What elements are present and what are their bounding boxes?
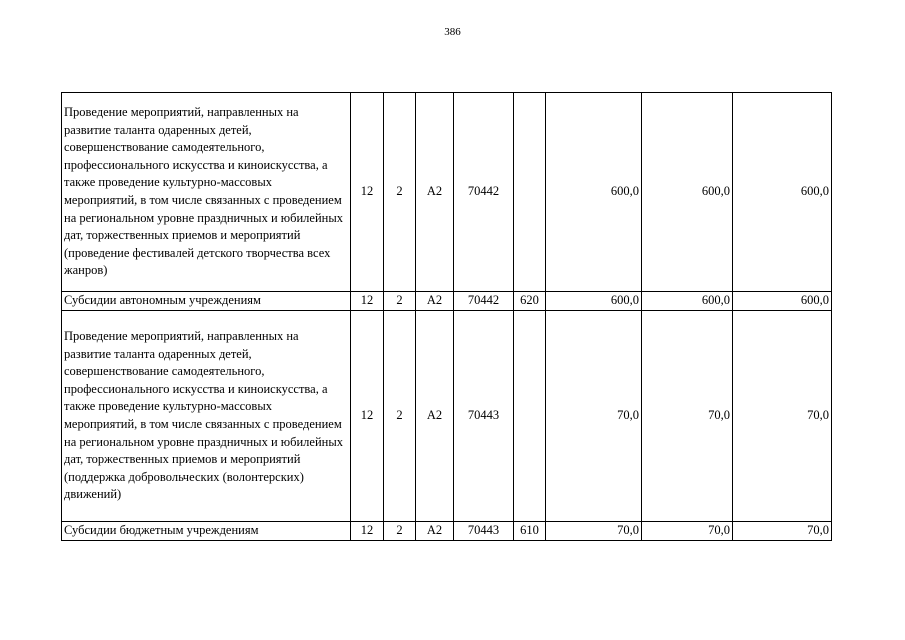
row-year2-amount: 70,0 [642, 311, 733, 522]
table-row [62, 522, 832, 541]
row-subsection: 2 [384, 522, 416, 541]
row-program: А2 [416, 311, 454, 522]
row-section: 12 [351, 522, 384, 541]
budget-table [61, 92, 832, 541]
table-row [62, 311, 832, 522]
row-expense-type: 620 [514, 292, 546, 311]
row-year1-amount: 70,0 [546, 522, 642, 541]
row-program: А2 [416, 522, 454, 541]
row-year1-amount: 70,0 [546, 311, 642, 522]
row-article: 70443 [454, 311, 514, 522]
row-expense-type [514, 93, 546, 292]
row-expense-type [514, 311, 546, 522]
row-year3-amount: 70,0 [733, 522, 832, 541]
row-program: А2 [416, 93, 454, 292]
table-row [62, 93, 832, 292]
row-year2-amount: 70,0 [642, 522, 733, 541]
row-section: 12 [351, 292, 384, 311]
row-article: 70443 [454, 522, 514, 541]
page-number: 386 [444, 26, 461, 38]
row-year1-amount: 600,0 [546, 93, 642, 292]
row-year1-amount: 600,0 [546, 292, 642, 311]
row-section: 12 [351, 311, 384, 522]
row-name: Субсидии бюджетным учреждениям [62, 522, 351, 541]
table-row [62, 292, 832, 311]
row-name: Субсидии автономным учреждениям [62, 292, 351, 311]
row-year2-amount: 600,0 [642, 292, 733, 311]
row-name: Проведение мероприятий, направленных на развитие таланта одаренных детей, совершенствование самодеятельного, профессионального искусства и киноискусства, а также проведение культурно-массовых мероприятий, в том числе связанных с проведением на региональном уровне праздничных и юбилейных дат, торжественных приемов и мероприятий (проведение фестивалей детского творчества всех жанров) [62, 93, 351, 292]
row-section: 12 [351, 93, 384, 292]
row-program: А2 [416, 292, 454, 311]
row-year3-amount: 600,0 [733, 93, 832, 292]
row-subsection: 2 [384, 311, 416, 522]
row-name: Проведение мероприятий, направленных на развитие таланта одаренных детей, совершенствование самодеятельного, профессионального искусства и киноискусства, а также проведение культурно-массовых мероприятий, в том числе связанных с проведением на региональном уровне праздничных и юбилейных дат, торжественных приемов и мероприятий (поддержка добровольческих (волонтерских) движений) [62, 311, 351, 522]
row-subsection: 2 [384, 93, 416, 292]
row-article: 70442 [454, 93, 514, 292]
row-year3-amount: 70,0 [733, 311, 832, 522]
row-year2-amount: 600,0 [642, 93, 733, 292]
row-expense-type: 610 [514, 522, 546, 541]
row-subsection: 2 [384, 292, 416, 311]
row-year3-amount: 600,0 [733, 292, 832, 311]
row-article: 70442 [454, 292, 514, 311]
